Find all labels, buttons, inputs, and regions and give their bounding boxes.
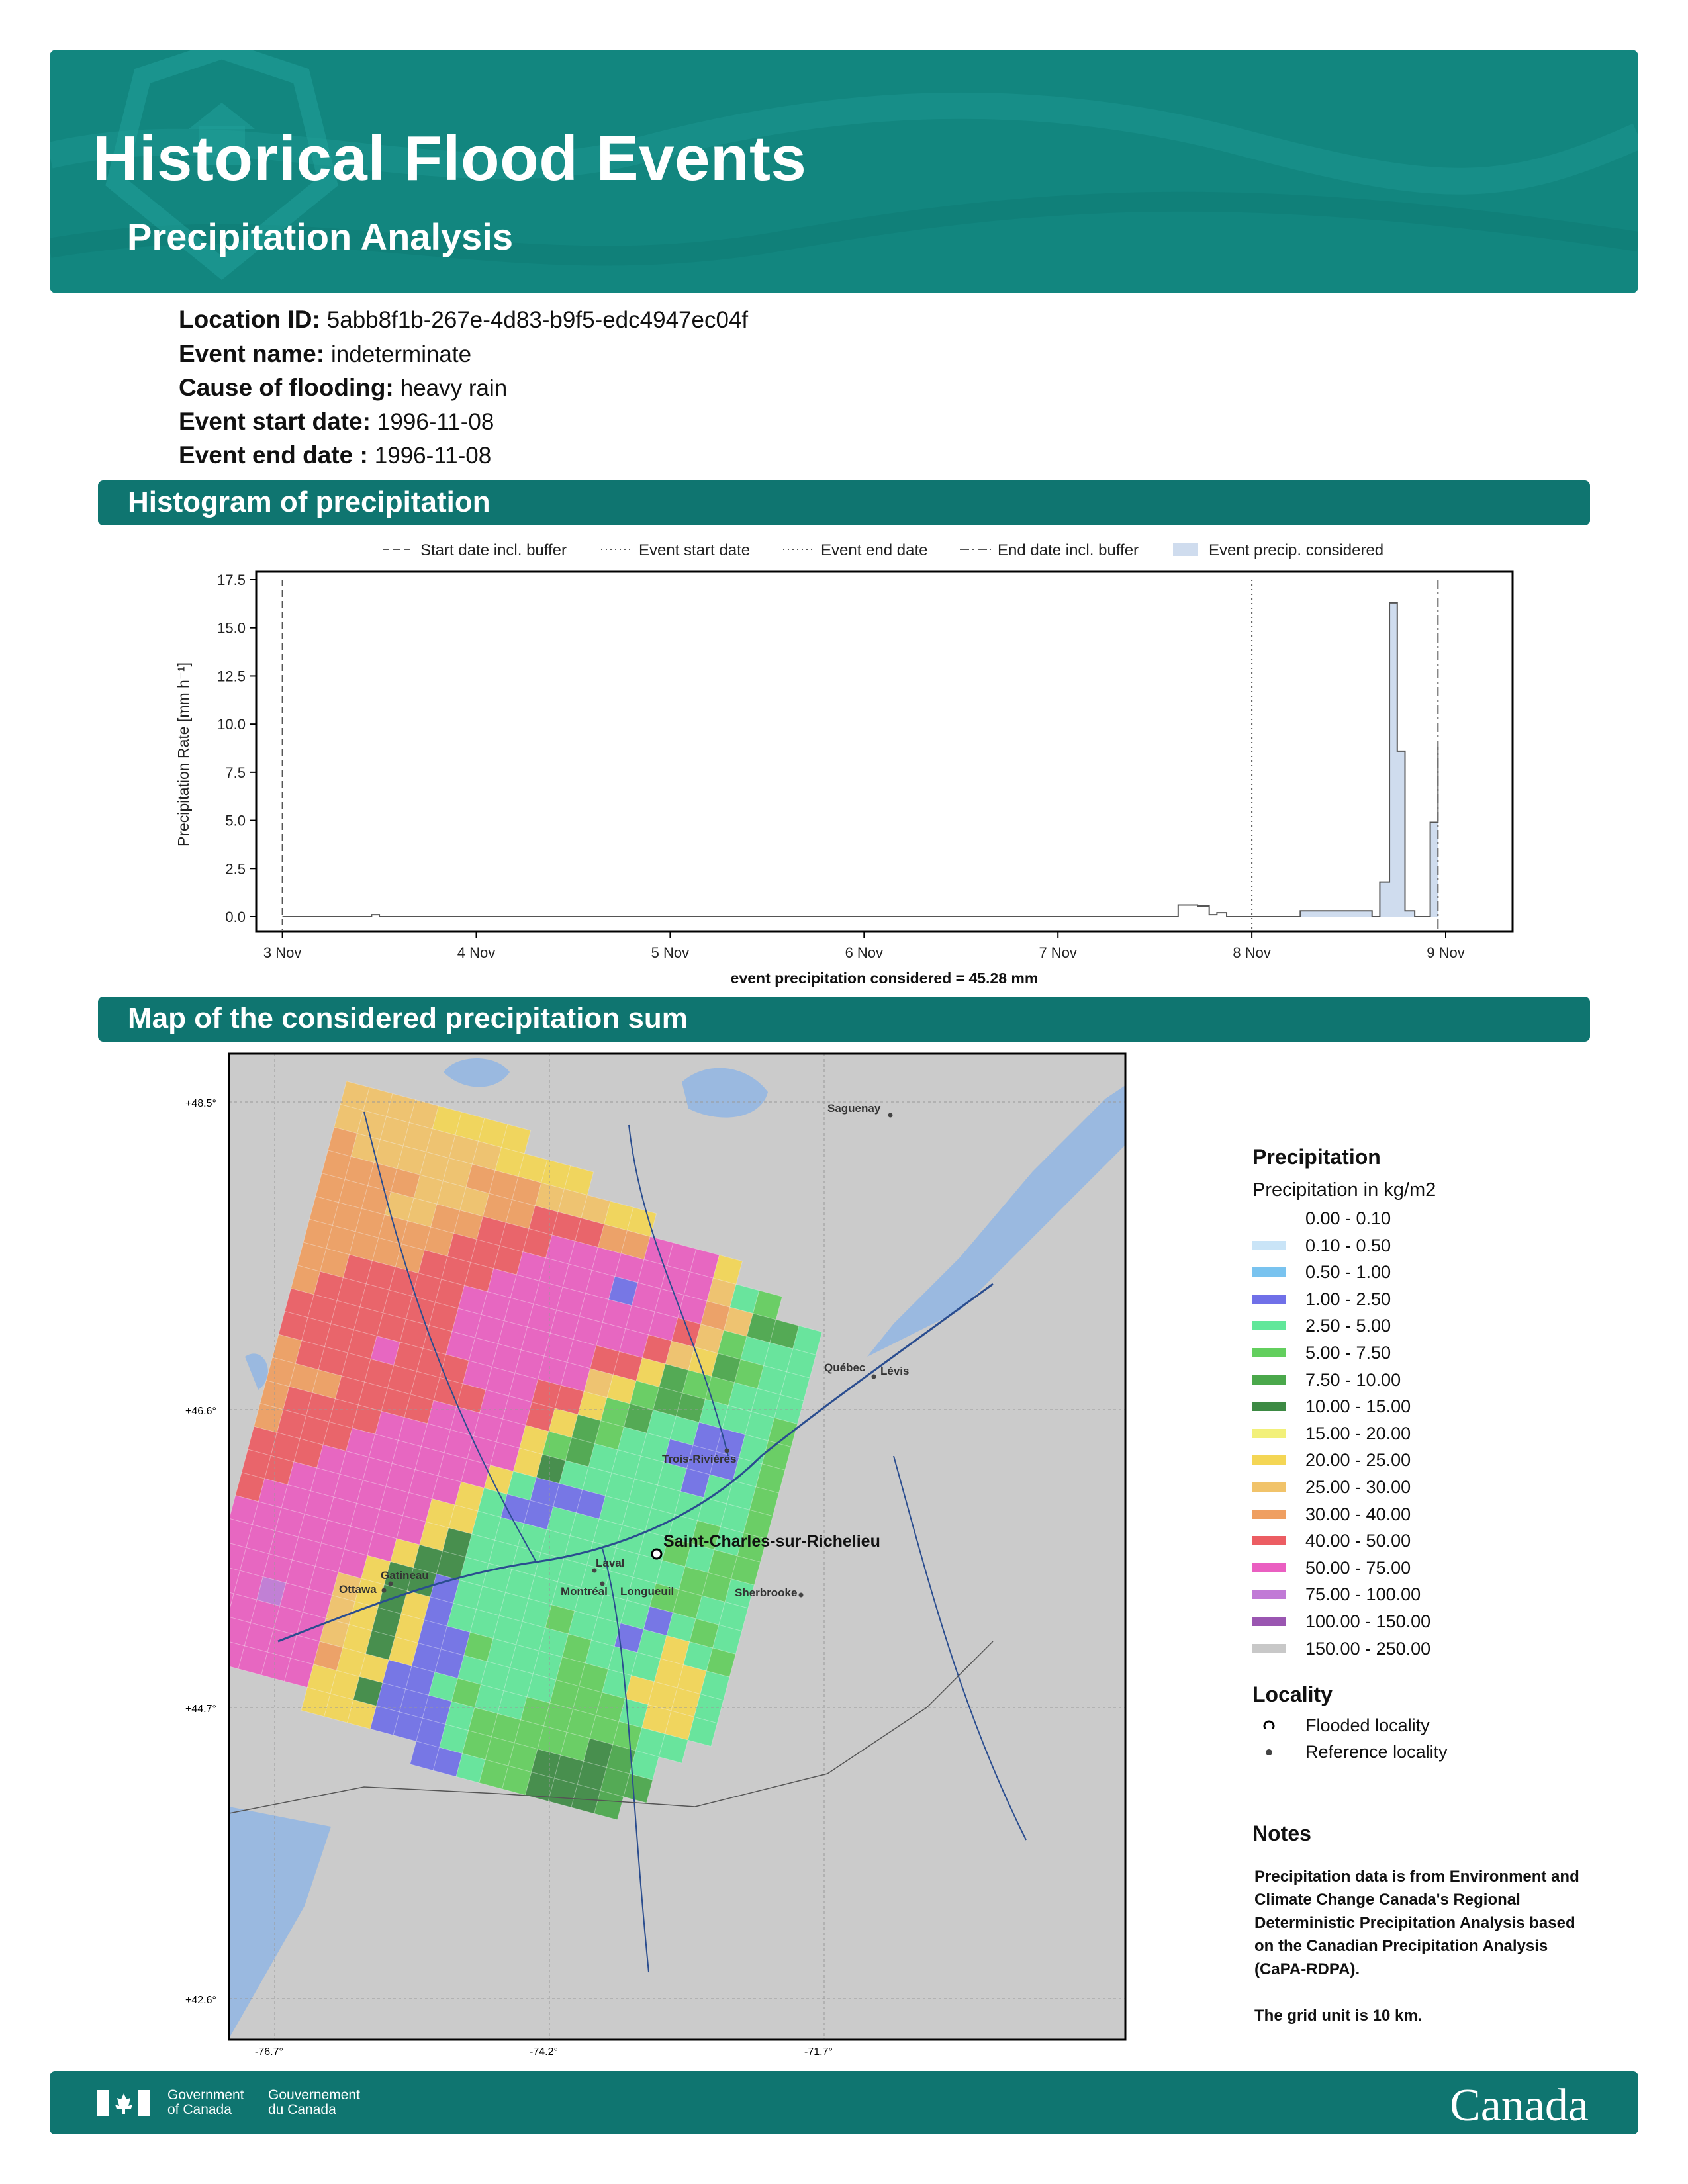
gov-en-line2: of Canada: [167, 2102, 232, 2117]
city-label-montreal: Montréal: [561, 1585, 608, 1598]
y-tick-label: 12.5: [217, 668, 246, 685]
header-banner: [50, 50, 1638, 293]
section-title: Map of the considered precipitation sum: [128, 1002, 688, 1034]
legend-class-label: 2.50 - 5.00: [1305, 1316, 1391, 1336]
legend-start-buffer: Start date incl. buffer: [420, 541, 567, 559]
legend-flooded-label: Flooded locality: [1305, 1715, 1430, 1735]
precipitation-map: [165, 1046, 1139, 2058]
legend-swatch: [1252, 1617, 1286, 1626]
legend-class-label: 15.00 - 20.00: [1305, 1423, 1411, 1443]
legend-class-label: 10.00 - 15.00: [1305, 1396, 1411, 1417]
legend-swatch: [1252, 1321, 1286, 1330]
legend-title: Precipitation: [1252, 1145, 1381, 1169]
flooded-locality-marker: [652, 1549, 661, 1559]
x-tick-label: 8 Nov: [1233, 944, 1271, 961]
legend-class-label: 7.50 - 10.00: [1305, 1369, 1401, 1390]
legend-swatch: [1252, 1402, 1286, 1411]
info-end-date: [179, 441, 491, 469]
city-label-laval: Laval: [596, 1557, 625, 1569]
info-label: Location ID:: [179, 306, 320, 333]
legend-subtitle: Precipitation in kg/m2: [1252, 1179, 1436, 1201]
legend-swatch: [1252, 1429, 1286, 1438]
legend-swatch: [1252, 1375, 1286, 1385]
x-axis-label: event precipitation considered = 45.28 mm: [730, 970, 1039, 987]
city-label-longueuil: Longueuil: [620, 1585, 675, 1598]
legend-class-label: 50.00 - 75.00: [1305, 1557, 1411, 1578]
lat-label: +48.5°: [185, 1098, 216, 1109]
info-event-name: [179, 340, 471, 368]
gov-en: [167, 2088, 244, 2117]
canada-wordmark: Canada: [1450, 2080, 1589, 2131]
legend-swatch: [1252, 1455, 1286, 1465]
legend-swatch: [1252, 1241, 1286, 1250]
city-label-saguenay: Saguenay: [827, 1102, 881, 1115]
legend-class-label: 0.10 - 0.50: [1305, 1235, 1391, 1255]
x-tick-label: 9 Nov: [1427, 944, 1465, 961]
info-value: heavy rain: [400, 375, 508, 401]
legend-swatch: [1252, 1563, 1286, 1572]
footer-bar: [50, 2071, 1638, 2134]
legend-class-label: 75.00 - 100.00: [1305, 1584, 1421, 1605]
canada-flag-icon: [97, 2090, 150, 2116]
legend-end-buffer: End date incl. buffer: [998, 541, 1139, 559]
legend-swatch: [1252, 1644, 1286, 1653]
info-label: Event end date :: [179, 441, 368, 469]
lat-label: +46.6°: [185, 1406, 216, 1417]
legend-class-label: 25.00 - 30.00: [1305, 1477, 1411, 1497]
legend-swatch: [1252, 1348, 1286, 1357]
info-location-id: [179, 306, 748, 334]
info-value: 1996-11-08: [374, 443, 492, 469]
legend-class-label: 40.00 - 50.00: [1305, 1531, 1411, 1551]
info-value: 1996-11-08: [377, 409, 494, 435]
y-tick-label: 7.5: [225, 764, 246, 781]
city-label-levis: Lévis: [880, 1365, 910, 1377]
legend-swatch: [1252, 1214, 1286, 1223]
legend-swatch: [1252, 1295, 1286, 1304]
plot-frame: [256, 572, 1513, 931]
gov-en-line1: Government: [167, 2087, 244, 2103]
locality-title: Locality: [1252, 1682, 1333, 1706]
legend-reference-label: Reference locality: [1305, 1742, 1448, 1762]
gov-fr: [268, 2088, 360, 2117]
legend-event-end: Event end date: [821, 541, 928, 559]
y-tick-label: 5.0: [225, 812, 246, 829]
notes-text: [1254, 1865, 1599, 2027]
legend-class-label: 1.00 - 2.50: [1305, 1289, 1391, 1309]
legend-class-label: 20.00 - 25.00: [1305, 1450, 1411, 1471]
legend-swatch: [1252, 1590, 1286, 1599]
city-label-gatineau: Gatineau: [381, 1569, 429, 1582]
lon-label: -76.7°: [255, 2046, 283, 2058]
legend-class-label: 0.00 - 0.10: [1305, 1208, 1391, 1228]
legend-swatch: [1252, 1536, 1286, 1545]
lat-label: +44.7°: [185, 1704, 216, 1715]
notes-paragraph: Precipitation data is from Environment and Climate Change Canada's Regional Deterministic Precipitation Analysis based on the Canadian Precipitation Analysis (CaPA-RDPA).: [1254, 1868, 1579, 1978]
y-tick-label: 15.0: [217, 619, 246, 637]
legend-swatch-event-precip: [1173, 543, 1198, 556]
chart-legend: [383, 541, 1383, 559]
legend-class-label: 100.00 - 150.00: [1305, 1612, 1431, 1631]
lat-label: +42.6°: [185, 1995, 216, 2006]
city-label-ottawa: Ottawa: [339, 1583, 377, 1596]
info-cause: [179, 374, 507, 402]
precipitation-histogram: [0, 529, 1688, 993]
info-label: Cause of flooding:: [179, 374, 394, 401]
lon-label: -71.7°: [804, 2046, 833, 2058]
info-value: indeterminate: [331, 341, 472, 367]
y-axis-label: Precipitation Rate [mm h⁻¹]: [175, 662, 192, 847]
legend-swatch: [1252, 1510, 1286, 1519]
info-label: Event name:: [179, 340, 325, 367]
legend-event-precip: Event precip. considered: [1209, 541, 1384, 559]
x-tick-label: 5 Nov: [651, 944, 690, 961]
city-label-quebec: Québec: [824, 1361, 866, 1374]
x-tick-label: 3 Nov: [263, 944, 302, 961]
lon-label: -74.2°: [530, 2046, 558, 2058]
x-tick-label: 4 Nov: [457, 944, 496, 961]
page-title: Historical Flood Events: [93, 123, 807, 194]
gov-fr-line1: Gouvernement: [268, 2087, 360, 2103]
legend-items: [1252, 1208, 1583, 1672]
city-label-trois-rivieres: Trois-Rivières: [662, 1453, 737, 1465]
notes-grid-unit: The grid unit is 10 km.: [1254, 2007, 1423, 2025]
y-tick-label: 2.5: [225, 860, 246, 878]
notes-title: Notes: [1252, 1821, 1311, 1845]
section-histogram: [98, 480, 1590, 525]
x-tick-label: 7 Nov: [1039, 944, 1077, 961]
page-subtitle: Precipitation Analysis: [127, 216, 513, 257]
gov-fr-line2: du Canada: [268, 2102, 336, 2117]
info-value: 5abb8f1b-267e-4d83-b9f5-edc4947ec04f: [326, 307, 749, 333]
section-title: Histogram of precipitation: [128, 486, 491, 518]
legend-swatch: [1252, 1267, 1286, 1277]
legend-swatch: [1252, 1482, 1286, 1492]
flooded-locality-label: Saint-Charles-sur-Richelieu: [663, 1532, 880, 1551]
y-tick-label: 17.5: [217, 572, 246, 588]
info-label: Event start date:: [179, 408, 371, 435]
legend-class-label: 5.00 - 7.50: [1305, 1343, 1391, 1363]
legend-class-label: 0.50 - 1.00: [1305, 1262, 1391, 1283]
city-label-sherbrooke: Sherbrooke: [735, 1586, 798, 1599]
legend-class-label: 30.00 - 40.00: [1305, 1504, 1411, 1524]
info-start-date: [179, 408, 494, 435]
y-tick-label: 10.0: [217, 716, 246, 733]
legend-class-label: 150.00 - 250.00: [1305, 1638, 1431, 1659]
x-tick-label: 6 Nov: [845, 944, 884, 961]
y-tick-label: 0.0: [225, 909, 246, 925]
legend-event-start: Event start date: [639, 541, 751, 559]
section-map: [98, 997, 1590, 1042]
